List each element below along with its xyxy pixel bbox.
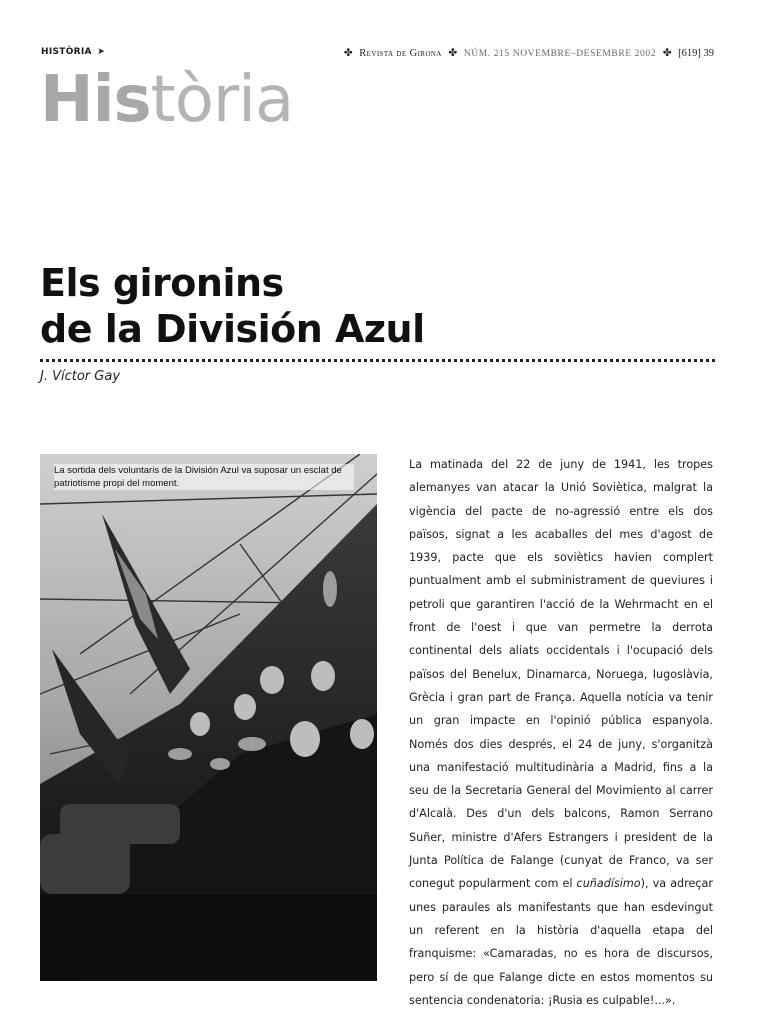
page-range: [619]: [678, 48, 701, 59]
photo-caption: La sortida dels voluntaris de la División Azul va suposar un esclat de patriotisme propi del moment.: [54, 464, 354, 490]
section-logo-bold: His: [40, 63, 151, 137]
body-text-run: La matinada del 22 de juny de 1941, les tropes alemanyes van atacar la Unió Soviètica, malgrat la vigència del pacte de no-agressió entre els dos països, signat a les acaballes del mes d'agost de 1939, pacte que els soviètics havien complert puntualment amb el subministrament de queviures i petroli que garantiren l'acció de la Wehrmacht en el front de l'oest i que van permetre la derrota continental dels aliats occidentals i l'ocupació dels països del Benelux, Dinamarca, Noruega, Iugoslàvia, Grècia i gran part de França. Aquella notícia va tenir un gran impacte en l'opinió pública espanyola. Només dos dies després, el 24 de juny, s'organitzà una manifestació multitudinària a Madrid, fins a la seu de la Secretaria General del Movimiento al carrer d'Alcalà. Des d'un dels balcons, Ramon Serrano Suñer, ministre d'Afers Estrangers i president de la Junta Política de Falange (cunyat de Franco, va ser conegut popularment com el: [409, 458, 713, 891]
photo-illustration: [40, 454, 377, 981]
bullet-icon: ✤: [343, 48, 353, 59]
running-head: [41, 47, 714, 63]
section-logo: [40, 63, 294, 137]
body-text-run: ), va adreçar unes paraules als manifestants que han esdevingut un referent en la història d'aquella etapa del franquisme: «Camaradas, no es hora de discursos, pero sí de que Falange dicte en estos momentos su sentencia condenatoria: ¡Rusia es culpable!...».: [409, 877, 713, 1007]
article-title: [40, 260, 720, 352]
arrow-icon: ➤: [97, 47, 106, 57]
magazine-name: Revista de Girona: [359, 48, 442, 59]
dotted-divider: [40, 359, 715, 362]
article-title-line2: de la División Azul: [40, 307, 425, 351]
issue-info: NÚM. 215 NOVEMBRE–DESEMBRE 2002: [463, 49, 657, 59]
bullet-icon: ✤: [662, 48, 672, 59]
article-body: [409, 453, 713, 1012]
bullet-icon: ✤: [448, 48, 458, 59]
section-logo-light: tòria: [150, 63, 294, 137]
body-emphasis: cuñadísimo: [576, 877, 641, 891]
section-tag-label: HISTÒRIA: [41, 47, 92, 57]
article-photo: [40, 454, 377, 981]
author-byline: J. Víctor Gay: [40, 369, 121, 384]
page-number: 39: [703, 48, 714, 59]
magazine-info: [340, 47, 714, 59]
section-tag: [41, 47, 105, 57]
article-title-line1: Els gironins: [40, 261, 284, 305]
body-paragraph: [409, 453, 713, 1012]
